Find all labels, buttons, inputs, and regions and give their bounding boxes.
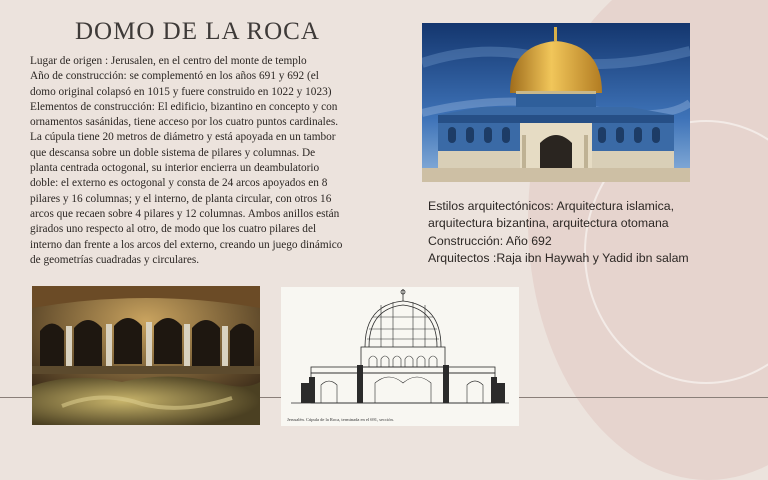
description-line: pilares y 16 columnas; y el interno, de planta circular, con otros 16 [30, 192, 332, 205]
details-line: arquitectura bizantina, arquitectura otomana [428, 216, 669, 231]
description-line: Elementos de construcción: El edificio, bizantino en concepto y con [30, 100, 338, 113]
description-line: Lugar de origen : Jerusalen, en el centro del monte de templo [30, 55, 307, 67]
description-line: arcos que recaen sobre 4 pilares y 12 columnas. Ambos anillos están [30, 207, 340, 220]
description-text [30, 54, 386, 268]
description-line: girados uno respecto al otro, de modo que los cuatro pilares del [30, 223, 317, 236]
description-line: domo original colapsó en 1015 y fuere construido en 1022 y 1023) [30, 85, 332, 98]
description-line: de geometrías cuadradas y circulares. [30, 253, 200, 266]
details-line: Arquitectos :Raja ibn Haywah y Yadid ibn salam [428, 251, 689, 266]
slide-title: DOMO DE LA ROCA [75, 18, 320, 45]
details-line: Estilos arquitectónicos: Arquitectura islamica, [428, 199, 675, 213]
section-drawing [281, 287, 519, 426]
description-line: ornamentos sasánidas, tiene acceso por los cuatro puntos cardinales. [30, 116, 339, 129]
exterior-photo [422, 23, 690, 182]
description-line: que descansa sobre un doble sistema de pilares y columnas. De [30, 146, 316, 159]
description-line: interno dan frente a los arcos del externo, creando un juego dinámico [30, 238, 343, 251]
description-line: La cúpula tiene 20 metros de diámetro y está apoyada en un tambor [30, 131, 336, 144]
drawing-caption: Jerusalén. Cúpula de la Roca, terminada en el 691, sección. [287, 417, 394, 422]
description-line: planta centrada octogonal, su interior encierra un deambulatorio [30, 162, 320, 175]
description-line: doble: el externo es octogonal y consta de 24 arcos apoyados en 8 [30, 177, 328, 190]
details-line: Construcción: Año 692 [428, 233, 552, 248]
details-text [428, 198, 758, 268]
description-line: Año de construcción: se complementó en los años 691 y 692 (el [30, 70, 319, 83]
interior-photo [32, 286, 260, 425]
